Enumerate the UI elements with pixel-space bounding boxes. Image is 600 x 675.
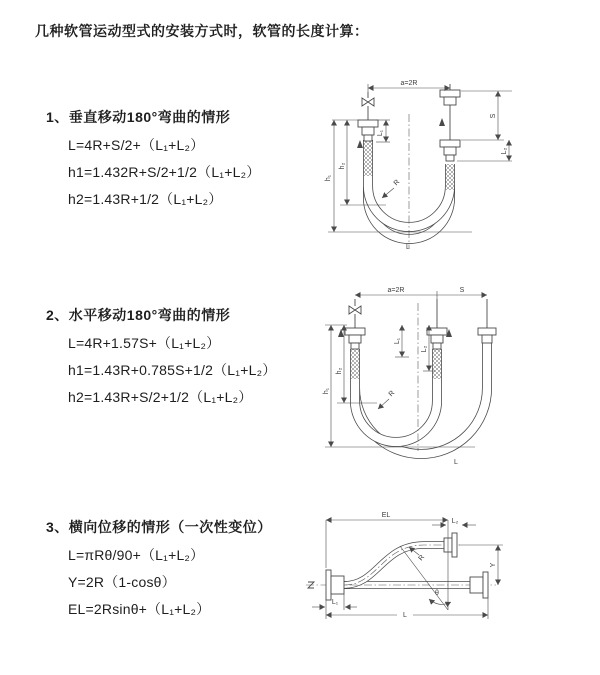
radius-callout [409, 547, 426, 562]
dim-label-a2r: a=2R [387, 287, 405, 294]
valve-icon [349, 299, 361, 328]
formula-s2-L: L=4R+1.57S+（L₁+L₂） [68, 335, 221, 351]
braid-hatch [351, 349, 359, 379]
diagram-vertical-180-bend [320, 76, 590, 266]
braid-hatch [364, 140, 372, 176]
dim-label-l1: L₁ [394, 337, 401, 345]
braid-hatch [433, 349, 441, 379]
dim-label-l2: L₂ [451, 518, 459, 525]
dim-label-a2r: a=2R [400, 80, 418, 87]
middle-fitting [427, 299, 447, 349]
formula-s2-h1: h1=1.43R+0.785S+1/2（L₁+L₂） [68, 362, 277, 378]
formula-s1-h2: h2=1.43R+1/2（L₁+L₂） [68, 191, 223, 207]
page-title: 几种软管运动型式的安装方式时，软管的长度计算： [35, 23, 369, 39]
angle-theta [400, 520, 451, 610]
dim-l [326, 598, 488, 619]
dim-label-l: L [406, 244, 410, 251]
dim-label-l2: L₂ [421, 345, 428, 353]
dim-label-y: Y [490, 562, 497, 568]
valve-icon [362, 92, 374, 120]
s-curve-hose [344, 545, 444, 585]
radius-callout [378, 390, 396, 409]
left-fitting [345, 328, 365, 349]
braid-hatch [446, 164, 454, 190]
dim-label-h1: h₁ [325, 174, 332, 182]
dim-label-r: R [417, 553, 427, 563]
formula-s1-L: L=4R+S/2+（L₁+L₂） [68, 137, 205, 153]
section-3-heading: 3、横向位移的情形（一次性变位） [46, 519, 272, 535]
right-flange [470, 572, 488, 598]
formula-s3-EL: EL=2Rsinθ+（L₁+L₂） [68, 601, 211, 617]
diagram-lateral-displacement [298, 498, 598, 663]
dim-label-h2: h₂ [336, 367, 343, 375]
dim-label-l: L [454, 459, 458, 466]
direction-arrow [338, 329, 344, 337]
left-fitting [358, 120, 378, 141]
section-1-heading: 1、垂直移动180°弯曲的情形 [46, 109, 231, 125]
direction-arrow [357, 140, 363, 148]
formula-s1-h1: h1=1.432R+S/2+1/2（L₁+L₂） [68, 164, 261, 180]
formula-s2-h2: h2=1.43R+S/2+1/2（L₁+L₂） [68, 389, 253, 405]
dim-a2r-s [355, 287, 487, 299]
dim-label-el: EL [381, 512, 391, 519]
right-fitting-upper [440, 84, 460, 140]
upper-flange [444, 533, 457, 557]
radius-callout [382, 179, 401, 198]
right-fitting-lower [440, 140, 460, 161]
direction-arrow [439, 118, 445, 126]
diagram-horizontal-180-bend [315, 283, 595, 468]
dim-label-theta: θ [435, 590, 439, 597]
dim-label-l: L [403, 612, 407, 619]
formula-s3-Y: Y=2R（1-cosθ） [68, 574, 176, 590]
section-2-heading: 2、水平移动180°弯曲的情形 [46, 307, 231, 323]
dim-l1-l2 [394, 325, 435, 371]
dim-label-l1: L₁ [331, 599, 339, 606]
dim-a2r [368, 80, 450, 92]
dim-label-h2: h₂ [339, 162, 346, 170]
dim-label-r: R [387, 389, 397, 399]
dim-label-r: R [392, 178, 402, 188]
left-flange [326, 570, 344, 600]
formula-s3-L: L=πRθ/90+（L₁+L₂） [68, 547, 205, 563]
hose-tubes [351, 343, 487, 454]
dim-label-s: S [459, 287, 465, 294]
right-fitting [478, 299, 496, 343]
dim-l2 [432, 518, 476, 525]
dim-label-s: S [490, 113, 497, 119]
dim-label-h1: h₁ [323, 387, 330, 395]
dim-l1 [312, 594, 357, 610]
dim-label-l1: L₁ [377, 129, 384, 137]
dim-label-l2: L₂ [501, 147, 508, 155]
